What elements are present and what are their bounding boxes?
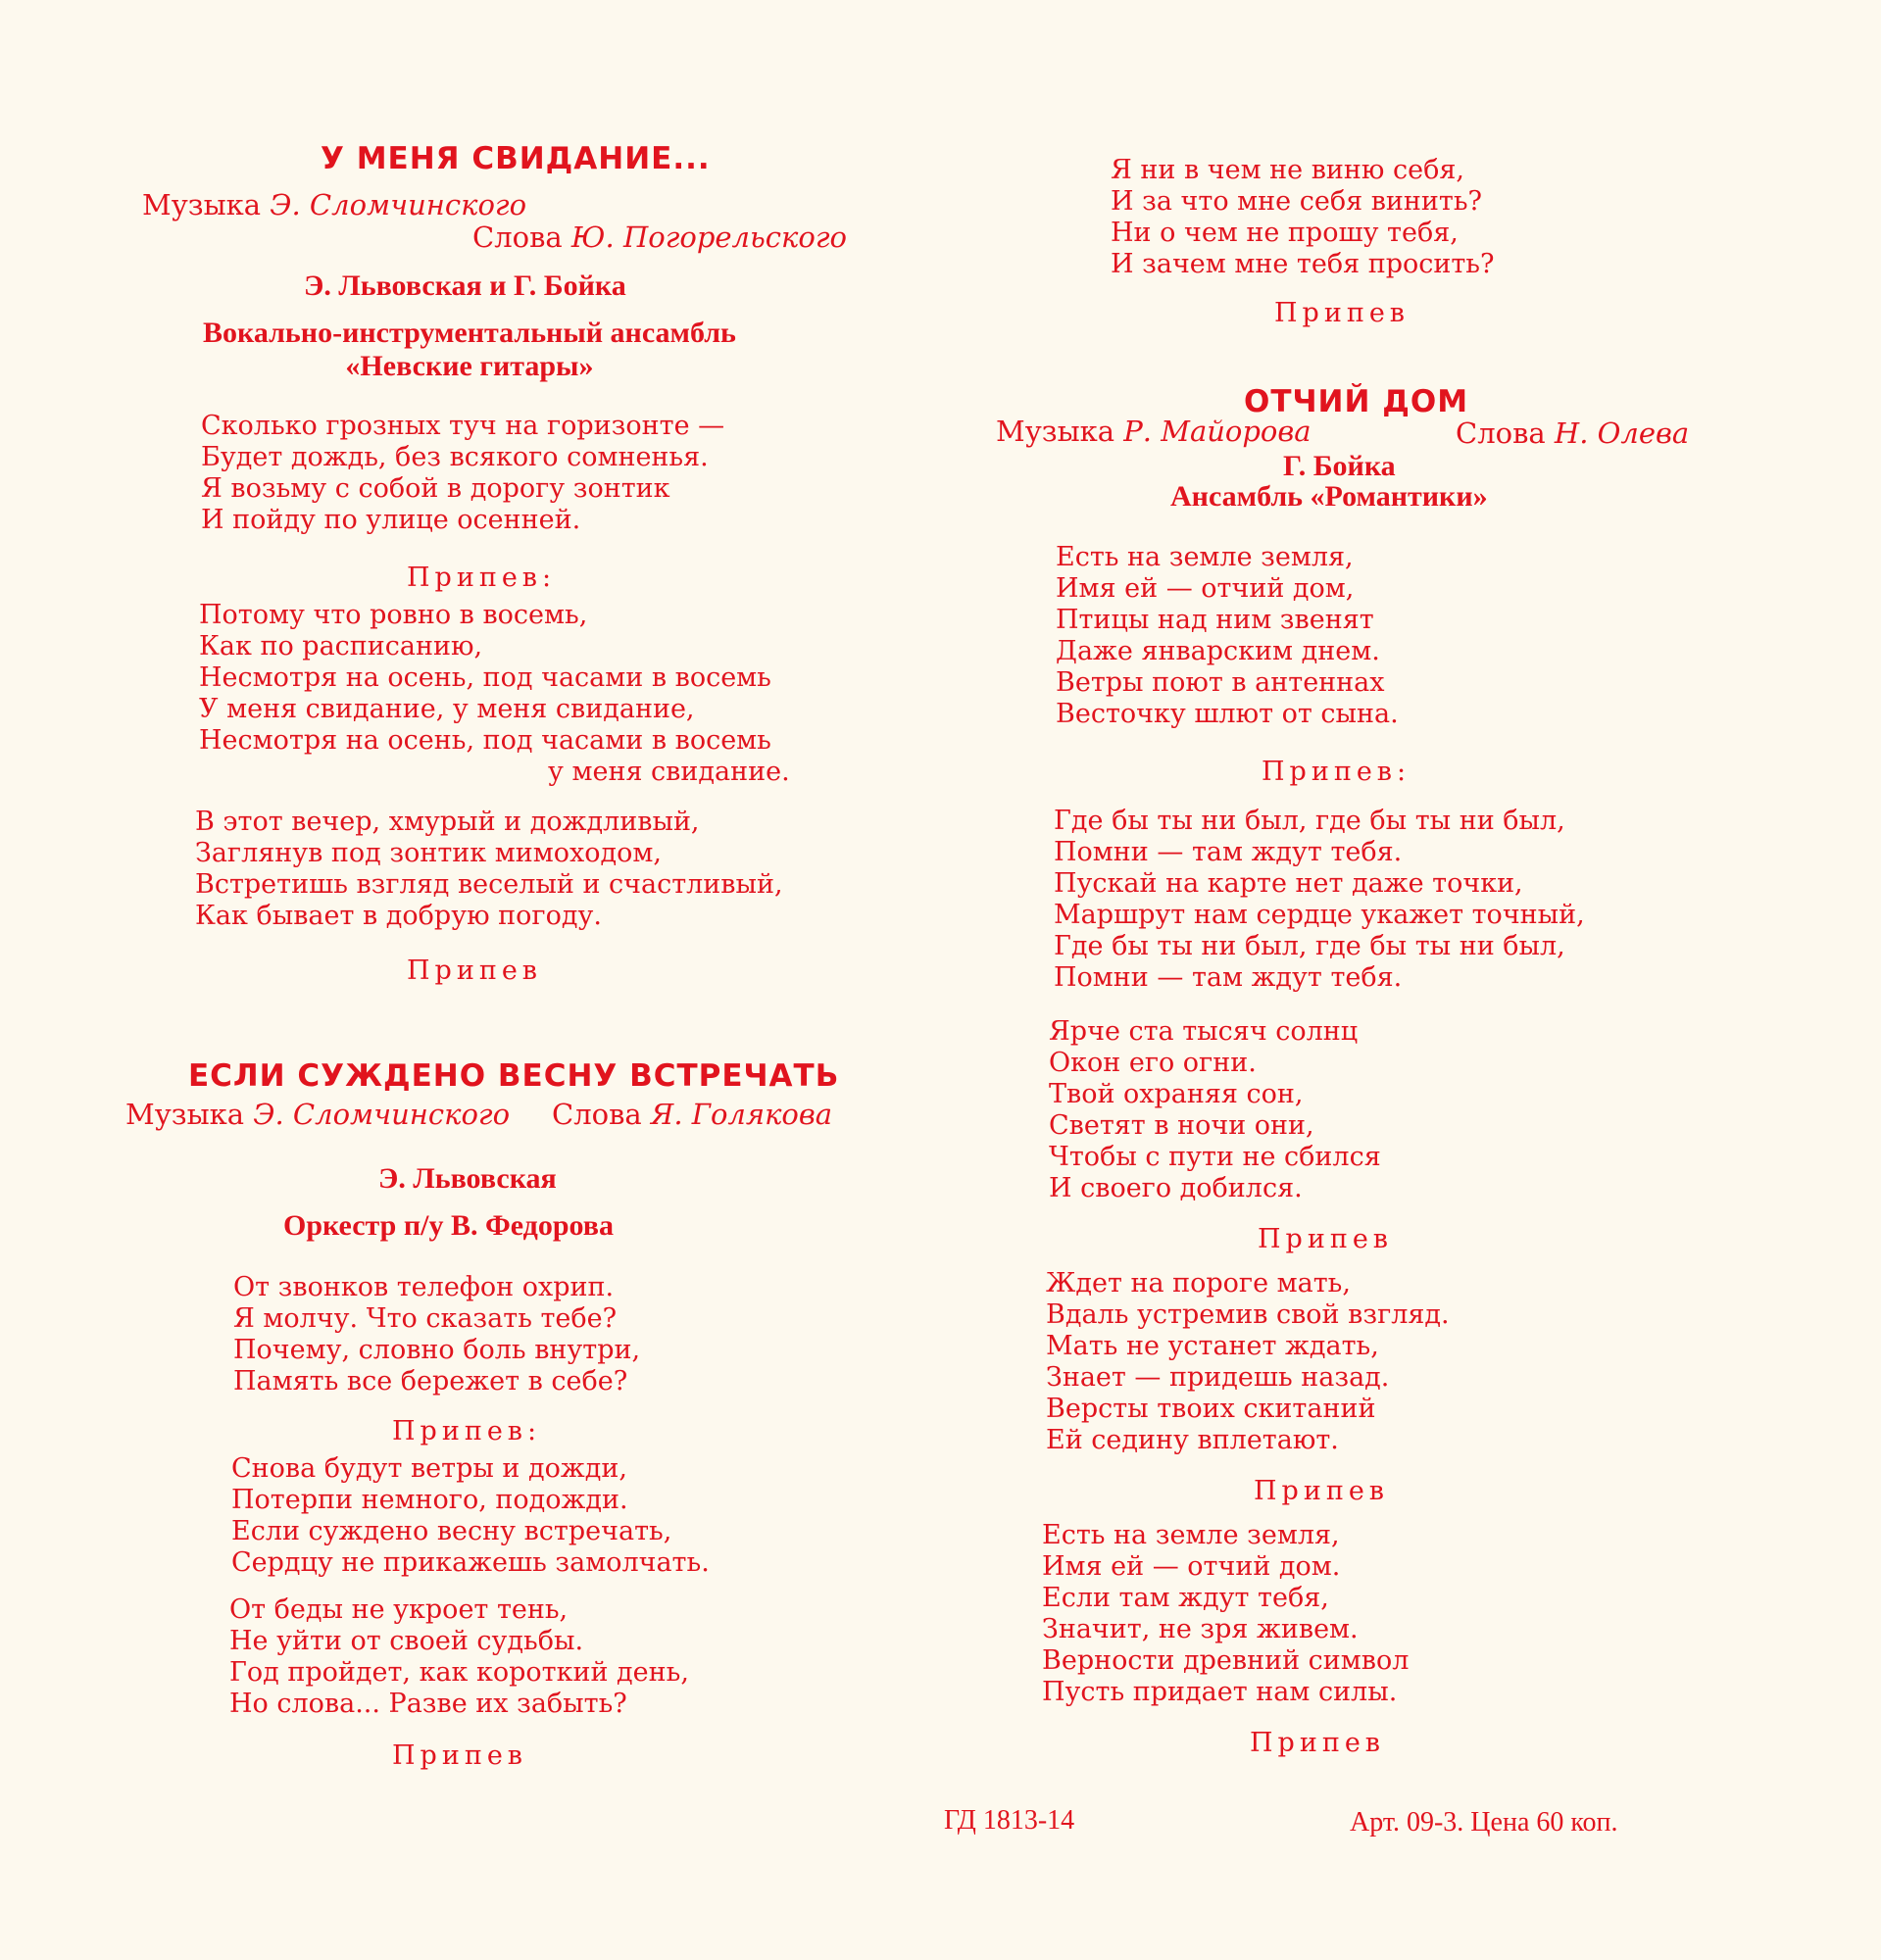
refrain-line: Как по расписанию, [199, 631, 483, 662]
verse-line: И зачем мне тебя просить? [1111, 249, 1495, 279]
catalog-number: ГД 1813-14 [944, 1805, 1075, 1836]
verse-line: От звонков телефон охрип. [233, 1272, 615, 1302]
refrain-line: У меня свидание, у меня свидание, [199, 694, 695, 724]
refrain [231, 1453, 710, 1579]
verse-line: Твой охраняя сон, [1049, 1079, 1304, 1109]
verse-line: Сколько грозных туч на горизонте — [201, 411, 725, 441]
performers: Э. Львовская [378, 1162, 557, 1195]
verse-line: Есть на земле земля, [1042, 1520, 1340, 1550]
verse-line: Ярче ста тысяч солнц [1049, 1016, 1359, 1047]
verse-line: Вдаль устремив свой взгляд. [1046, 1299, 1450, 1330]
refrain-line: Потерпи немного, подожди. [231, 1485, 628, 1515]
refrain-line: Где бы ты ни был, где бы ты ни был, [1054, 806, 1565, 836]
music-credit [142, 188, 526, 221]
refrain-line: Пускай на карте нет даже точки, [1054, 868, 1523, 899]
verse-line: И своего добился. [1049, 1173, 1303, 1203]
music-author: Э. Сломчинского [253, 1098, 511, 1131]
ensemble [203, 317, 736, 383]
refrain-line: Маршрут нам сердце укажет точный, [1054, 900, 1585, 930]
words-author: Ю. Погорельского [570, 220, 847, 254]
refrain [1054, 806, 1585, 994]
verse-line: Встретишь взгляд веселый и счастливый, [195, 869, 783, 900]
verse-line: И пойду по улице осенней. [201, 505, 581, 535]
verse-line: Птицы над ним звенят [1056, 605, 1374, 635]
verse [233, 1272, 640, 1397]
refrain-label: Припев [407, 956, 542, 986]
verse-line: От беды не укроет тень, [229, 1594, 569, 1625]
refrain-line: у меня свидание. [548, 757, 790, 787]
refrain-line: Несмотря на осень, под часами в восемь [199, 725, 771, 756]
verse-line: Год пройдет, как короткий день, [229, 1657, 689, 1688]
verse [1111, 155, 1494, 280]
music-credit [996, 415, 1312, 448]
verse-line: Имя ей — отчий дом. [1042, 1551, 1341, 1582]
song-title: ОТЧИЙ ДОМ [1244, 384, 1469, 419]
refrain-label: Припев [392, 1740, 527, 1771]
refrain [199, 600, 790, 788]
verse-line: Ни о чем не прошу тебя, [1111, 218, 1459, 248]
verse-line: Не уйти от своей судьбы. [229, 1626, 584, 1656]
verse-line: Но слова... Разве их забыть? [229, 1689, 627, 1719]
verse-line: Ей седину вплетают. [1046, 1425, 1339, 1455]
verse-line: И за что мне себя винить? [1111, 186, 1482, 217]
verse-line: Чтобы с пути не сбился [1049, 1142, 1381, 1172]
performers: Г. Бойка [1283, 450, 1396, 482]
verse-line: Ветры поют в антеннах [1056, 667, 1385, 698]
verse [1049, 1016, 1381, 1204]
music-credit [125, 1098, 510, 1131]
song-title: У МЕНЯ СВИДАНИЕ... [321, 141, 711, 176]
music-label: Музыка [996, 415, 1115, 448]
verse-line: Значит, не зря живем. [1042, 1614, 1359, 1644]
verse-line: Почему, словно боль внутри, [233, 1335, 641, 1365]
refrain-line: Помни — там ждут тебя. [1054, 837, 1403, 867]
refrain-label: Припев [1274, 298, 1410, 328]
refrain-line: Несмотря на осень, под часами в восемь [199, 662, 771, 693]
verse-line: Есть на земле земля, [1056, 542, 1354, 572]
verse [201, 411, 724, 536]
refrain-line: Сердцу не прикажешь замолчать. [231, 1547, 710, 1578]
refrain-label: Припев [1258, 1224, 1393, 1254]
refrain-label: Припев [1250, 1728, 1385, 1758]
verse-line: Верности древний символ [1042, 1645, 1410, 1676]
ensemble: Ансамбль «Романтики» [1170, 480, 1488, 513]
music-label: Музыка [125, 1098, 245, 1131]
refrain-label: Припев [1254, 1476, 1389, 1506]
verse-line: Заглянув под зонтик мимоходом, [195, 838, 662, 868]
orchestra: Оркестр п/у В. Федорова [283, 1209, 614, 1242]
song-title: ЕСЛИ СУЖДЕНО ВЕСНУ ВСТРЕЧАТЬ [188, 1058, 840, 1094]
verse-line: Имя ей — отчий дом, [1056, 573, 1355, 604]
refrain-line: Где бы ты ни был, где бы ты ни был, [1054, 931, 1565, 961]
verse-line: Даже январским днем. [1056, 636, 1380, 666]
refrain-line: Помни — там ждут тебя. [1054, 962, 1403, 993]
verse-line: Светят в ночи они, [1049, 1110, 1314, 1141]
words-credit [1456, 416, 1689, 450]
verse [1056, 542, 1399, 730]
refrain-line: Снова будут ветры и дожди, [231, 1453, 627, 1484]
performers: Э. Львовская и Г. Бойка [304, 270, 626, 302]
verse [195, 807, 783, 932]
music-author: Э. Сломчинского [270, 188, 527, 221]
words-credit [552, 1098, 832, 1131]
verse-line: Версты твоих скитаний [1046, 1394, 1376, 1424]
refrain-label: Припев: [392, 1416, 542, 1446]
verse-line: Как бывает в добрую погоду. [195, 901, 602, 931]
music-author: Р. Майорова [1123, 415, 1312, 448]
verse-line: В этот вечер, хмурый и дождливый, [195, 807, 700, 837]
ensemble-line: Вокально-инструментальный ансамбль [203, 317, 736, 349]
verse-line: Весточку шлют от сына. [1056, 699, 1399, 729]
refrain-label: Припев: [407, 563, 557, 593]
verse-line: Мать не устанет ждать, [1046, 1331, 1379, 1361]
refrain-label: Припев: [1262, 757, 1411, 787]
verse-line: Я возьму с собой в дорогу зонтик [201, 473, 670, 504]
words-label: Слова [472, 220, 563, 254]
music-label: Музыка [142, 188, 262, 221]
verse-line: Память все бережет в себе? [233, 1366, 628, 1396]
verse-line: Знает — придешь назад. [1046, 1362, 1390, 1393]
ensemble-line: «Невские гитары» [345, 350, 594, 382]
verse-line: Пусть придает нам силы. [1042, 1677, 1398, 1707]
verse-line: Если там ждут тебя, [1042, 1583, 1329, 1613]
verse-line: Будет дождь, без всякого сомненья. [201, 442, 709, 472]
price-label: Арт. 09-3. Цена 60 коп. [1350, 1807, 1618, 1838]
words-credit [472, 220, 847, 254]
verse-line: Окон его огни. [1049, 1048, 1257, 1078]
verse-line: Ждет на пороге мать, [1046, 1268, 1351, 1298]
refrain-line: Потому что ровно в восемь, [199, 600, 588, 630]
verse [1046, 1268, 1450, 1456]
words-label: Слова [1456, 416, 1546, 450]
verse [229, 1594, 689, 1720]
verse-line: Я молчу. Что сказать тебе? [233, 1303, 618, 1334]
words-author: Н. Олева [1554, 416, 1690, 450]
words-author: Я. Голякова [650, 1098, 833, 1131]
verse-line: Я ни в чем не виню себя, [1111, 155, 1464, 185]
refrain-line: Если суждено весну встречать, [231, 1516, 672, 1546]
words-label: Слова [552, 1098, 642, 1131]
verse [1042, 1520, 1409, 1708]
